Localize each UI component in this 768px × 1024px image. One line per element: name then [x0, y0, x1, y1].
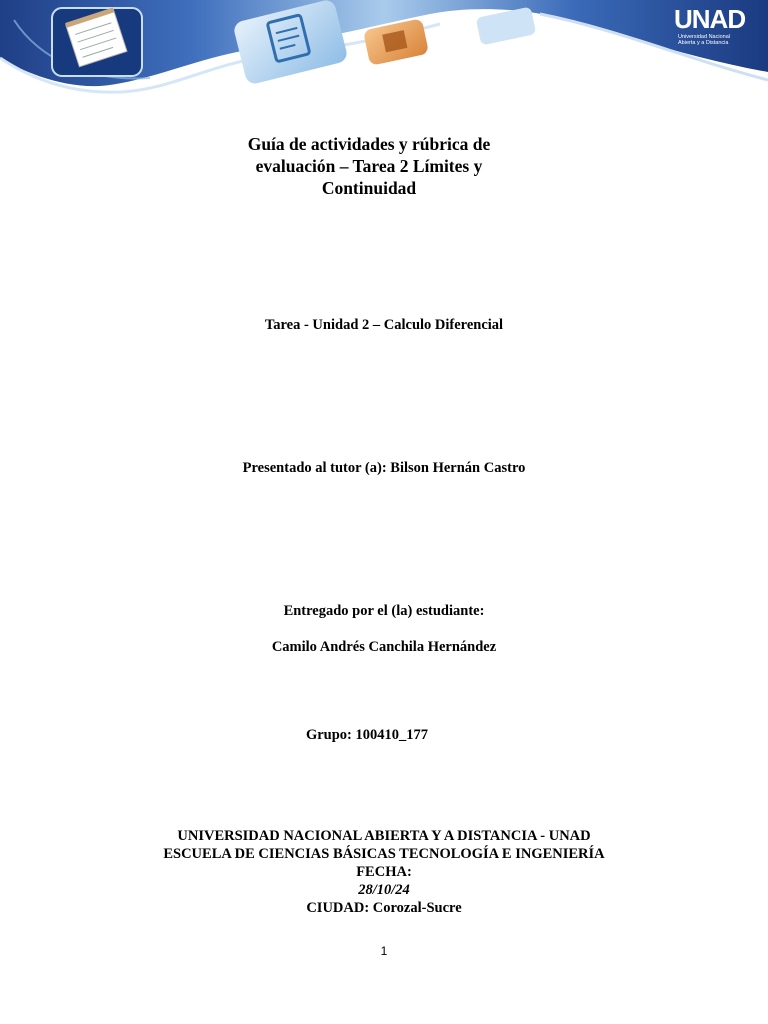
- document-title: Guía de actividades y rúbrica de evaluación – Tarea 2 Límites y Continuidad: [247, 134, 491, 198]
- document-subtitle: Tarea - Unidad 2 – Calculo Diferencial: [264, 317, 504, 333]
- tutor-line: Presentado al tutor (a): Bilson Hernán Castro: [242, 460, 526, 476]
- date-label: FECHA:: [356, 864, 412, 880]
- university-name: UNIVERSIDAD NACIONAL ABIERTA Y A DISTANCIA - UNAD: [177, 828, 591, 844]
- logo-subtitle-line-2: Abierta y a Distancia: [678, 40, 729, 46]
- logo-subtitle-line-1: Universidad Nacional: [678, 34, 730, 40]
- delivered-by-label: Entregado por el (la) estudiante:: [283, 603, 485, 619]
- school-name: ESCUELA DE CIENCIAS BÁSICAS TECNOLOGÍA E INGENIERÍA: [163, 846, 605, 862]
- unad-logo: [674, 4, 764, 56]
- city-line: CIUDAD: Corozal-Sucre: [306, 900, 462, 916]
- logo-text: UNAD: [674, 4, 746, 34]
- student-name: Camilo Andrés Canchila Hernández: [271, 639, 497, 655]
- page-number: 1: [380, 944, 388, 958]
- group-line: Grupo: 100410_177: [305, 727, 429, 743]
- header-banner: [0, 0, 768, 110]
- date-value: 28/10/24: [358, 882, 410, 898]
